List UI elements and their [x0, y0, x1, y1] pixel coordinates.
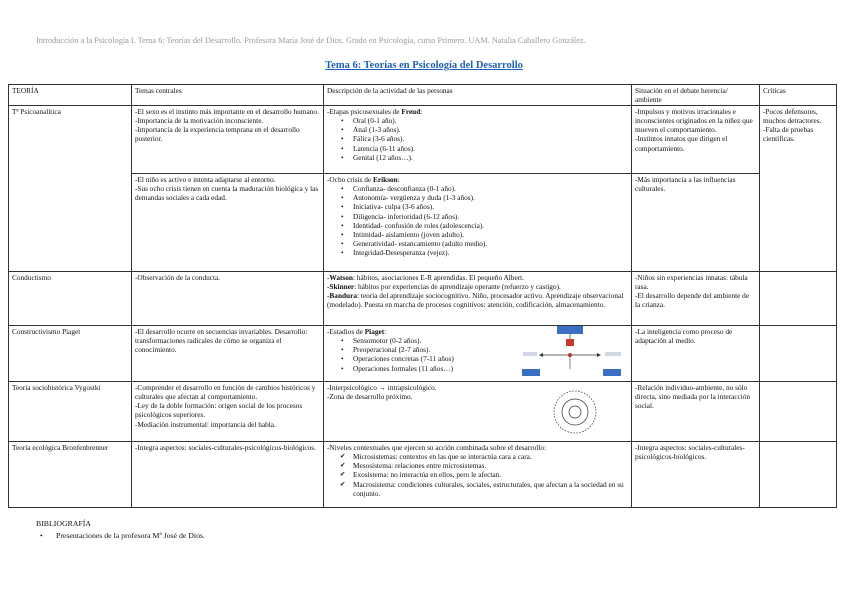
- list-item: • Preoperacional (2-7 años).: [353, 345, 628, 354]
- diagram-box: [557, 326, 583, 334]
- table-row: [9, 174, 837, 272]
- context-levels-list: [327, 452, 628, 497]
- column-header: Situación en el debate herencia/ ambiente: [632, 85, 760, 106]
- heredity-environment: -La inteligencia como proceso de adaptación al medio.: [632, 326, 760, 382]
- list-item: ✔ Exosistema: no interactúa en ellos, pero le afectan.: [353, 470, 628, 479]
- activity-description: -Watson: hábitos, asociaciones E-R aprendidas. El pequeño Albert. -Skinner: hábitos por experiencias de aprendizaje operante (refuerzo y castigo). -Bandura: teoría del aprendizaje sociocognitivo. Niño, procesador activo. Aprendizaje observacional (modelado). Puesta en marcha de procesos cognitivos: atención, codificación, almacenamiento.: [324, 272, 632, 326]
- central-themes: -El sexo es el instinto más importante en el desarrollo humano. -Importancia de la motivación inconsciente. -Importancia de la experiencia temprana en el desarrollo posterior.: [132, 106, 324, 174]
- theory-name: Teoría sociohistórica Vygostki: [9, 382, 132, 442]
- list-item: • Sensomotor (0-2 años).: [353, 336, 628, 345]
- bibliography-item: Presentaciones de la profesora Mª José de Dios.: [56, 531, 205, 540]
- list-item: • Confianza- desconfianza (0-1 año).: [353, 184, 628, 193]
- diagram-ring: [569, 406, 581, 418]
- diagram-ring: [554, 391, 596, 433]
- theory-name: Conductismo: [9, 272, 132, 326]
- table-row: [9, 382, 837, 442]
- list-item: • Iniciativa- culpa (3-6 años).: [353, 202, 628, 211]
- criticisms: -Pocos defensores, muchos detractores. -Falta de pruebas científicas.: [760, 106, 837, 272]
- arrow-head: [597, 353, 601, 357]
- theories-table: [8, 84, 837, 508]
- list-item: • Identidad- confusión de roles (adolescencia).: [353, 221, 628, 230]
- activity-description: -Estadios de Piaget: • Sensomotor (0-2 años). • Preoperacional (2-7 años). • Operaciones concretas (7-11 años) • Operaciones formales (11 años…): [324, 326, 632, 382]
- criticisms: [760, 272, 837, 326]
- column-header: TEORÍA: [9, 85, 132, 106]
- table-row: [9, 106, 837, 174]
- activity-description: -Niveles contextuales que ejercen su acción combinada sobre el desarrollo: ✔ Microsistemas: contextos en las que se interactúa cara a cara. ✔ Mesosistema: relaciones entre microsistemas. ✔ Exosistema: no interactúa en ellos, pero le afectan. ✔ Macrosistema: condiciones culturales, sociales, estructurales, que afectan a la sociedad en su conjunto.: [324, 442, 632, 508]
- heredity-environment: -Integra aspectos: sociales-culturales-psicológicos-biológicos.: [632, 442, 760, 508]
- list-item: • Oral (0-1 año).: [353, 116, 628, 125]
- list-item: ✔ Macrosistema: condiciones culturales, sociales, estructurales, que afectan a la sociedad en su conjunto.: [353, 480, 628, 498]
- list-item: • Operaciones concretas (7-11 años): [353, 354, 628, 363]
- list-item: • Autonomía- vergüenza y duda (1-3 años).: [353, 193, 628, 202]
- heredity-environment: -Más importancia a las influencias culturales.: [632, 174, 760, 272]
- list-item: • Fálica (3-6 años).: [353, 134, 628, 143]
- page-title: Tema 6: Teorías en Psicología del Desarrollo: [325, 60, 523, 71]
- freud-stages-list: [327, 116, 628, 161]
- erikson-crises-list: [327, 184, 628, 257]
- list-item: • Integridad-Desesperanza (vejez).: [353, 248, 628, 257]
- central-themes: -Comprender el desarrollo en función de cambios históricos y culturales que afectan al comportamiento. -Ley de la doble formación: origen social de los procesos psicológicos superiores. -Mediación instrumental: importancia del habla.: [132, 382, 324, 442]
- list-item: • Intimidad- aislamiento (joven adulto).: [353, 230, 628, 239]
- table-row: [9, 442, 837, 508]
- diagram-marker: [566, 339, 574, 346]
- theory-name: Constructivismo Piaget: [9, 326, 132, 382]
- table-row: [9, 272, 837, 326]
- column-header: Descripción de la actividad de las personas: [324, 85, 632, 106]
- arrow-icon: →: [378, 383, 386, 393]
- activity-description: -Interpsicológico → intrapsicológico. -Zona de desarrollo próximo.: [324, 382, 632, 442]
- central-themes: -Observación de la conducta.: [132, 272, 324, 326]
- diagram-label-box: [605, 352, 621, 356]
- bibliography-heading: BIBLIOGRAFÍA: [36, 519, 92, 528]
- arrow-head: [539, 353, 543, 357]
- list-item: • Generatividad- estancamiento (adulto medio).: [353, 239, 628, 248]
- list-item: ✔ Mesosistema: relaciones entre microsistemas.: [353, 461, 628, 470]
- bullet-icon: •: [40, 531, 43, 540]
- criticisms: [760, 382, 837, 442]
- table-header-row: [9, 85, 837, 106]
- criticisms: [760, 326, 837, 382]
- theory-name: Teoría ecológica Bronfenbrenner: [9, 442, 132, 508]
- central-themes: -El desarrollo ocurre en secuencias invariables. Desarrollo: transformaciones radicales de cómo se organiza el conocimiento.: [132, 326, 324, 382]
- list-item: ✔ Microsistemas: contextos en las que se interactúa cara a cara.: [353, 452, 628, 461]
- page-header: Introducción a la Psicología I. Tema 6: Teorías del Desarrollo. Profesora María José de Dios. Grado en Psicología, curso Primero. UAM. Natalia Caballero González.: [36, 36, 586, 45]
- piaget-adaptation-diagram: [519, 325, 629, 381]
- heredity-environment: -Niños sin experiencias innatas: tábula rasa. -El desarrollo depende del ambiente de la crianza.: [632, 272, 760, 326]
- central-themes: -El niño es activo e intenta adaptarse al entorno. -Sus ocho crisis tienen en cuenta la maduración biológica y las demandas sociales a cada edad.: [132, 174, 324, 272]
- heredity-environment: -Relación individuo-ambiente, no sólo directa, sino mediada por la interacción social.: [632, 382, 760, 442]
- table-row: [9, 326, 837, 382]
- list-item: • Latencia (6-11 años).: [353, 144, 628, 153]
- list-item: • Genital (12 años…).: [353, 153, 628, 162]
- list-item: • Operaciones formales (11 años…): [353, 364, 628, 373]
- diagram-box: [522, 369, 540, 376]
- column-header: Críticas: [760, 85, 837, 106]
- zpd-concentric-diagram: [545, 389, 605, 435]
- diagram-ring: [562, 399, 588, 425]
- criticisms: [760, 442, 837, 508]
- list-item: • Anal (1-3 años).: [353, 125, 628, 134]
- central-themes: -Integra aspectos: sociales-culturales-psicológicos-biológicos.: [132, 442, 324, 508]
- theory-name: Tª Psicoanalítica: [9, 106, 132, 272]
- heredity-environment: -Impulsos y motivos irracionales e inconscientes originados en la niñez que mueven el comportamiento. -Instintos innatos que dirigen el comportamiento.: [632, 106, 760, 174]
- column-header: Temas centrales: [132, 85, 324, 106]
- diagram-box: [603, 369, 621, 376]
- activity-description: -Ocho crisis de Erikson: • Confianza- desconfianza (0-1 año). • Autonomía- vergüenza y duda (1-3 años). • Iniciativa- culpa (3-6 años). • Diligencia- inferioridad (6-12 años). • Identidad- confusión de roles (adolescencia). • Intimidad- aislamiento (joven adulto). • Generatividad- estancamiento (adulto medio). • Integridad-Desesperanza (vejez).: [324, 174, 632, 272]
- list-item: • Diligencia- inferioridad (6-12 años).: [353, 212, 628, 221]
- activity-description: -Etapas psicosexuales de Freud: • Oral (0-1 año). • Anal (1-3 años). • Fálica (3-6 años). • Latencia (6-11 años). • Genital (12 años…).: [324, 106, 632, 174]
- diagram-label-box: [523, 352, 537, 356]
